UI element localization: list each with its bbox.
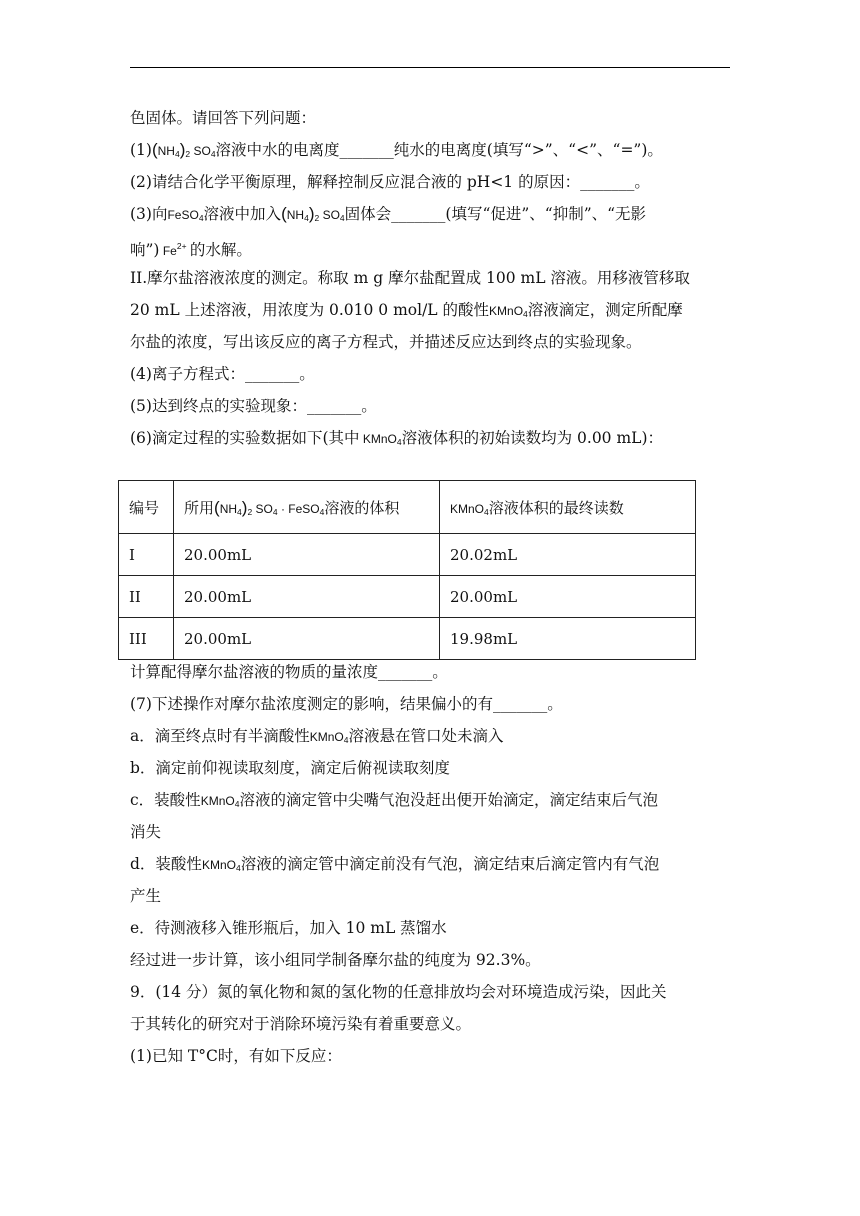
question-5: (5)达到终点的实验现象：_______。 — [130, 397, 377, 415]
question-2: (2)请结合化学平衡原理，解释控制反应混合液的 pH<1 的原因：_______。 — [130, 173, 650, 191]
option-b: b．滴定前仰视读取刻度，滴定后俯视读取刻度 — [130, 759, 450, 777]
table-row: III 20.00mL 19.98mL — [119, 618, 696, 660]
titration-table — [118, 480, 696, 660]
section-ii: II.摩尔盐溶液浓度的测定。称取 m g 摩尔盐配置成 100 mL 溶液。用移液管移取 — [130, 269, 690, 287]
question-4: (4)离子方程式：_______。 — [130, 365, 315, 383]
question-7: (7)下述操作对摩尔盐浓度测定的影响，结果偏小的有_______。 — [130, 695, 563, 713]
question-9-cont: 于其转化的研究对于消除环境污染有着重要意义。 — [130, 1015, 472, 1033]
formula-mohr-salt: $(NH_4)_2$ $SO_4$ · FeSO$_4$ — [214, 497, 325, 517]
formula-kmno4: KMnO$_4$ — [489, 304, 528, 319]
question-body — [130, 102, 730, 454]
header-number: 编号 — [119, 481, 174, 534]
formula-kmno4: KMnO$_4$ — [201, 858, 241, 873]
header-volume: 所用$(NH_4)_2$ $SO_4$ · FeSO$_4$溶液的体积 — [174, 481, 440, 534]
header-rule — [130, 67, 730, 68]
option-c: c．装酸性KMnO$_4$溶液的滴定管中尖嘴气泡没赶出便开始滴定，滴定结束后气泡 — [130, 791, 658, 809]
formula-fe2: $Fe^{2+}$ — [162, 241, 187, 258]
section-ii-cont2: 尔盐的浓度，写出该反应的离子方程式，并描述反应达到终点的实验现象。 — [130, 333, 642, 351]
formula-kmno4: KMnO$_4$ — [200, 794, 240, 809]
table-row: I 20.00mL 20.02mL — [119, 534, 696, 576]
formula-kmno4: KMnO$_4$ — [362, 432, 402, 447]
question-9: 9．(14 分）氮的氧化物和氮的氢化物的任意排放均会对环境造成污染，因此关 — [130, 983, 667, 1001]
formula-nh4-2-so4: $(NH_4)_2$ $SO_4$ — [151, 140, 216, 159]
option-a: a．滴至终点时有半滴酸性KMnO$_4$溶液悬在管口处未滴入 — [130, 727, 504, 745]
table-header-row — [119, 481, 696, 534]
text-line: 色固体。请回答下列问题： — [130, 109, 317, 127]
question-9-part-1: (1)已知 T°C时，有如下反应： — [130, 1047, 342, 1065]
formula-nh4-2-so4: $(NH_4)_2$ $SO_4$ — [281, 204, 345, 223]
section-ii-cont: 20 mL 上述溶液，用浓度为 0.010 0 mol/L 的酸性KMnO$_4$溶液滴定，测定所配摩 — [130, 301, 683, 319]
question-1: $(1)(NH_4)_2$ $SO_4$溶液中水的电离度_______纯水的电离度(填写“>”、“<”、“=”)。 — [130, 140, 663, 159]
question-3: (3)向FeSO$_4$溶液中加入$(NH_4)_2$ $SO_4$固体会_______(填写“促进”、“抑制”、“无影 — [130, 204, 647, 223]
option-e: e．待测液移入锥形瓶后，加入 10 mL 蒸馏水 — [130, 919, 447, 937]
table-row: II 20.00mL 20.00mL — [119, 576, 696, 618]
option-c-cont: 消失 — [130, 823, 162, 841]
question-3-cont: 响”) $Fe^{2+}$ 的水解。 — [130, 241, 252, 259]
formula-kmno4: KMnO$_4$ — [309, 730, 349, 745]
header-final-reading: KMnO$_4$溶液体积的最终读数 — [440, 481, 696, 534]
question-6: (6)滴定过程的实验数据如下(其中 KMnO$_4$溶液体积的初始读数均为 0.00 mL)： — [130, 429, 664, 447]
concentration-line: 计算配得摩尔盐溶液的物质的量浓度_______。 — [130, 663, 448, 681]
question-body-continued — [130, 656, 730, 1072]
option-d-cont: 产生 — [130, 887, 162, 905]
option-d: d．装酸性KMnO$_4$溶液的滴定管中滴定前没有气泡，滴定结束后滴定管内有气泡 — [130, 855, 660, 873]
formula-feso4: FeSO$_4$ — [167, 208, 204, 223]
purity-line: 经过进一步计算，该小组同学制备摩尔盐的纯度为 92.3%。 — [130, 951, 541, 969]
formula-kmno4: KMnO$_4$ — [450, 501, 489, 517]
